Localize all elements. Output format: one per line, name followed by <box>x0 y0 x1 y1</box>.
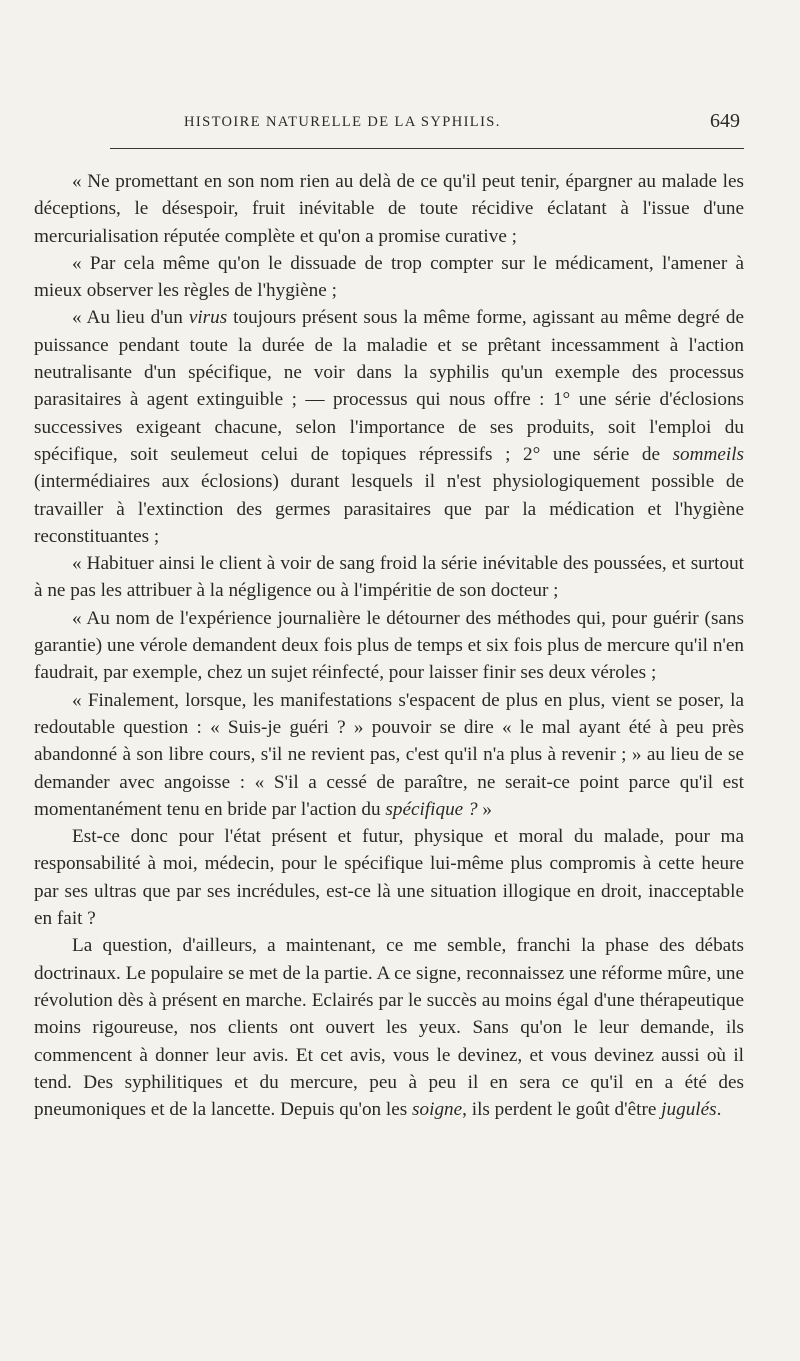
paragraph <box>34 304 744 550</box>
italic-term: jugulés <box>661 1099 717 1121</box>
text-segment: (intermédiaires aux éclosions) durant lesquels il n'est physiologiquement possible de travailler à l'extinction des germes parasitaires que par la médication et l'hygiène reconstituantes ; <box>34 471 744 547</box>
paragraph <box>34 550 744 605</box>
body-text <box>34 168 744 1123</box>
text-segment: « Par cela même qu'on le dissuade de trop compter sur le médicament, l'amener à mieux observer les règles de l'hygiène ; <box>34 252 744 302</box>
paragraph <box>34 168 744 250</box>
text-segment: « Au nom de l'expérience journalière le détourner des méthodes qui, pour guérir (sans garantie) une vérole demandent deux fois plus de temps et six fois plus de mercure qu'il n'en faudrait, par exemple, chez un sujet réinfecté, pour laisser finir ses deux véroles ; <box>34 607 744 684</box>
paragraph <box>34 250 744 305</box>
text-segment: » <box>477 798 492 820</box>
text-segment: , ils perdent le goût d'être <box>462 1099 662 1121</box>
running-title: HISTOIRE NATURELLE DE LA SYPHILIS. <box>184 114 501 130</box>
italic-term: spécifique ? <box>385 798 478 820</box>
paragraph <box>34 932 744 1123</box>
italic-term: virus <box>188 307 228 329</box>
book-page <box>34 108 745 1121</box>
page-number: 649 <box>710 110 740 132</box>
italic-term: sommeils <box>672 443 744 465</box>
text-segment: « Ne promettant en son nom rien au delà de ce qu'il peut tenir, épargner au malade les déceptions, le désespoir, fruit inévitable de toute récidive éclatant à l'issue d'une mercurialisation réputée complète et qu'on a promise curative ; <box>34 171 744 247</box>
text-segment: « Au lieu d'un <box>72 307 189 329</box>
paragraph <box>34 687 744 823</box>
text-segment: La question, d'ailleurs, a maintenant, ce me semble, franchi la phase des débats doctrinaux. Le populaire se met de la partie. A ce signe, reconnaissez une réforme mûre, une révolution dès à présent en marche. Eclairés par le succès au moins égal d'une thérapeutique moins rigoureuse, nos clients ont ouvert les yeux. Sans qu'on le leur demande, ils commencent à donner leur avis. Et cet avis, vous le devinez, et vous devinez aussi où il tend. Des syphilitiques et du mercure, peu à peu il en sera ce qu'il en a été des pneumoniques et de la lancette. Depuis qu'on les <box>34 935 744 1121</box>
italic-term: soigne <box>412 1099 463 1121</box>
text-segment: toujours présent sous la même forme, agissant au même degré de puissance pendant toute la durée de la maladie et se prêtant incessamment à l'action neutralisante d'un spécifique, ne voir dans la syphilis qu'un exemple des processus parasitaires à agent extinguible ; — processus qui nous offre : 1° une série d'éclosions successives exigeant chacune, selon l'importance de ses produits, soit l'emploi du spécifique, soit seulemeut celui de topiques répressifs ; 2° une série de <box>34 307 745 465</box>
header-rule <box>110 148 744 149</box>
paragraph <box>34 605 744 687</box>
text-segment: . <box>716 1099 722 1121</box>
text-segment: « Habituer ainsi le client à voir de sang froid la série inévitable des poussées, et surtout à ne pas les attribuer à la négligence ou à l'impéritie de son docteur ; <box>34 553 744 602</box>
paragraph <box>34 823 744 932</box>
text-segment: Est-ce donc pour l'état présent et futur, physique et moral du malade, pour ma responsabilité à moi, médecin, pour le spécifique lui-même plus compromis à cette heure par ses ultras que par ses incrédules, est-ce là une situation illogique en droit, inacceptable en fait ? <box>34 826 744 930</box>
running-head <box>34 108 744 142</box>
text-segment: « Finalement, lorsque, les manifestations s'espacent de plus en plus, vient se poser, la redoutable question : « Suis-je guéri ? » pouvoir se dire « le mal ayant été à peu près abandonné à son libre cours, s'il ne revient pas, c'est qu'il n'a plus à revenir ; » au lieu de se demander avec angoisse : « S'il a cessé de paraître, ne serait-ce point parce qu'il est momentanément tenu en bride par l'action du <box>34 689 744 820</box>
